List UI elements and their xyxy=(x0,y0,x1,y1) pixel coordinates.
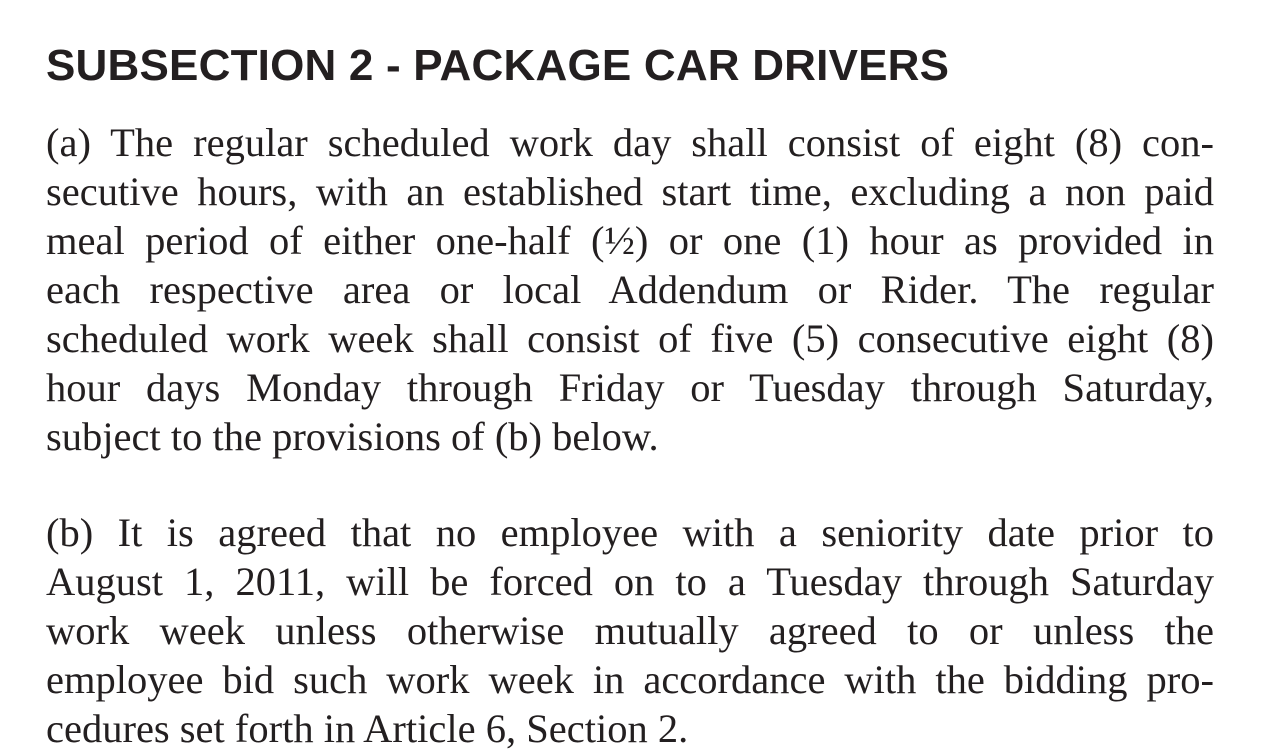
paragraph-line: scheduled work week shall consist of five (5) consecutive eight (8) xyxy=(46,316,1214,361)
paragraph-line: each respective area or local Addendum or Rider. The regular xyxy=(46,267,1214,312)
paragraph-line: work week unless otherwise mutually agreed to or unless the xyxy=(46,608,1214,653)
paragraph-line: employee bid such work week in accordance with the bidding pro- xyxy=(46,657,1214,702)
paragraph-line: secutive hours, with an established start time, excluding a non paid xyxy=(46,169,1214,214)
paragraph-line: hour days Monday through Friday or Tuesday through Saturday, xyxy=(46,365,1214,410)
paragraph-line: meal period of either one-half (½) or one (1) hour as provided in xyxy=(46,218,1214,263)
paragraph-line: cedures set forth in Article 6, Section 2. xyxy=(46,706,689,751)
paragraph-line: (a) The regular scheduled work day shall consist of eight (8) con- xyxy=(46,120,1214,165)
section-heading: SUBSECTION 2 - PACKAGE CAR DRIVERS xyxy=(46,41,950,90)
paragraph-line: August 1, 2011, will be forced on to a Tuesday through Saturday xyxy=(46,559,1214,604)
paragraph-line: (b) It is agreed that no employee with a seniority date prior to xyxy=(46,510,1214,555)
paragraph-a xyxy=(46,118,1214,461)
paragraph-b xyxy=(46,508,1214,753)
paragraph-line: subject to the provisions of (b) below. xyxy=(46,414,659,459)
